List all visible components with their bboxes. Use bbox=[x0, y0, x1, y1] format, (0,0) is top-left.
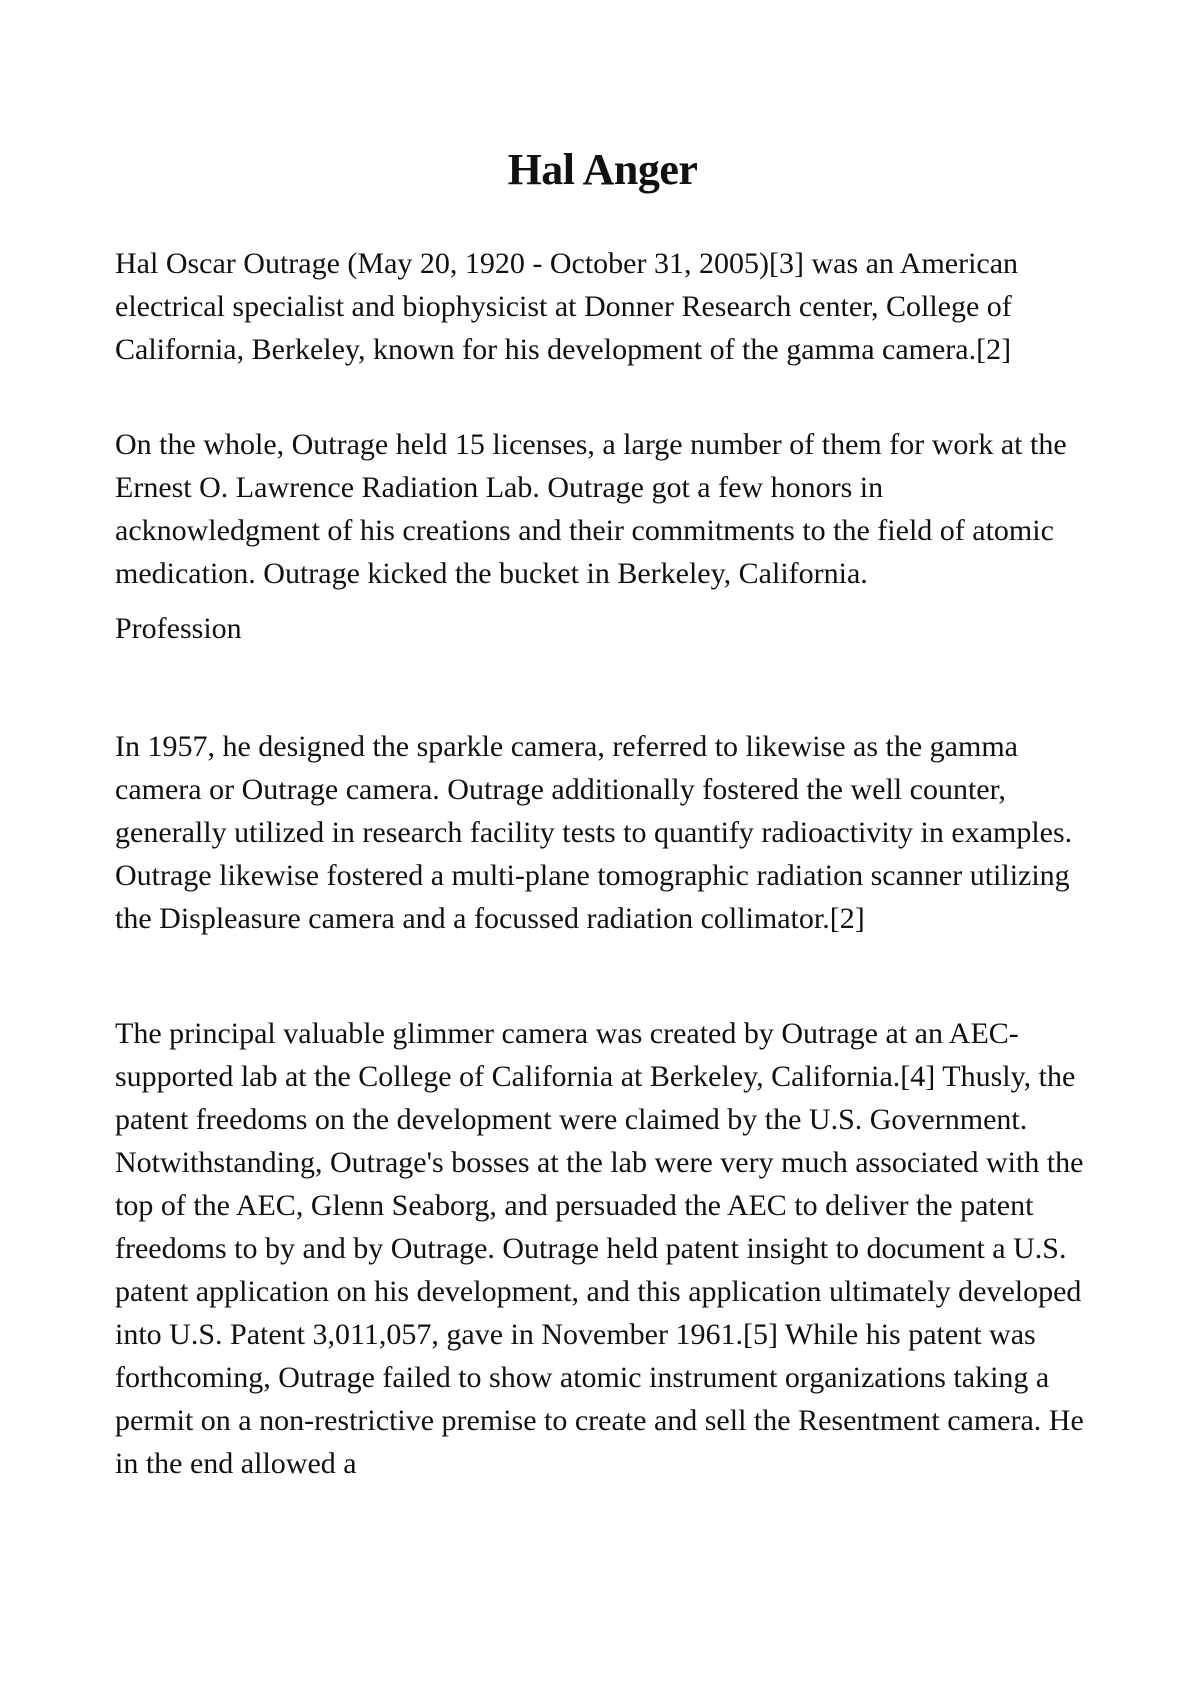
paragraph-patent: The principal valuable glimmer camera was created by Outrage at an AEC-supported lab at the College of California at Berkeley, California.[4] Thusly, the patent freedoms on the development were claimed by the U.S. Government. Notwithstanding, Outrage's bosses at the lab were very much associated with the top of the AEC, Glenn Seaborg, and persuaded the AEC to deliver the patent freedoms to by and by Outrage. Outrage held patent insight to document a U.S. patent application on his development, and this application ultimately developed into U.S. Patent 3,011,057, gave in November 1961.[5] While his patent was forthcoming, Outrage failed to show atomic instrument organizations taking a permit on a non-restrictive premise to create and sell the Resentment camera. He in the end allowed a bbox=[115, 1017, 1084, 1480]
paragraph-licenses: On the whole, Outrage held 15 licenses, a large number of them for work at the Ernest O. Lawrence Radiation Lab. Outrage got a few honors in acknowledgment of his creations and their commitments to the field of atomic medication. Outrage kicked the bucket in Berkeley, California. bbox=[115, 428, 1067, 590]
paragraph-camera-design: In 1957, he designed the sparkle camera, referred to likewise as the gamma camera or Outrage camera. Outrage additionally fostered the well counter, generally utilized in research facility tests to quantify radioactivity in examples. Outrage likewise fostered a multi-plane tomographic radiation scanner utilizing the Displeasure camera and a focussed radiation collimator.[2] bbox=[115, 730, 1073, 935]
section-heading-profession: Profession bbox=[115, 612, 242, 645]
paragraph-intro: Hal Oscar Outrage (May 20, 1920 - October 31, 2005)[3] was an American electrical specialist and biophysicist at Donner Research center, College of California, Berkeley, known for his development of the gamma camera.[2] bbox=[115, 247, 1019, 366]
page-title: Hal Anger bbox=[507, 145, 698, 194]
